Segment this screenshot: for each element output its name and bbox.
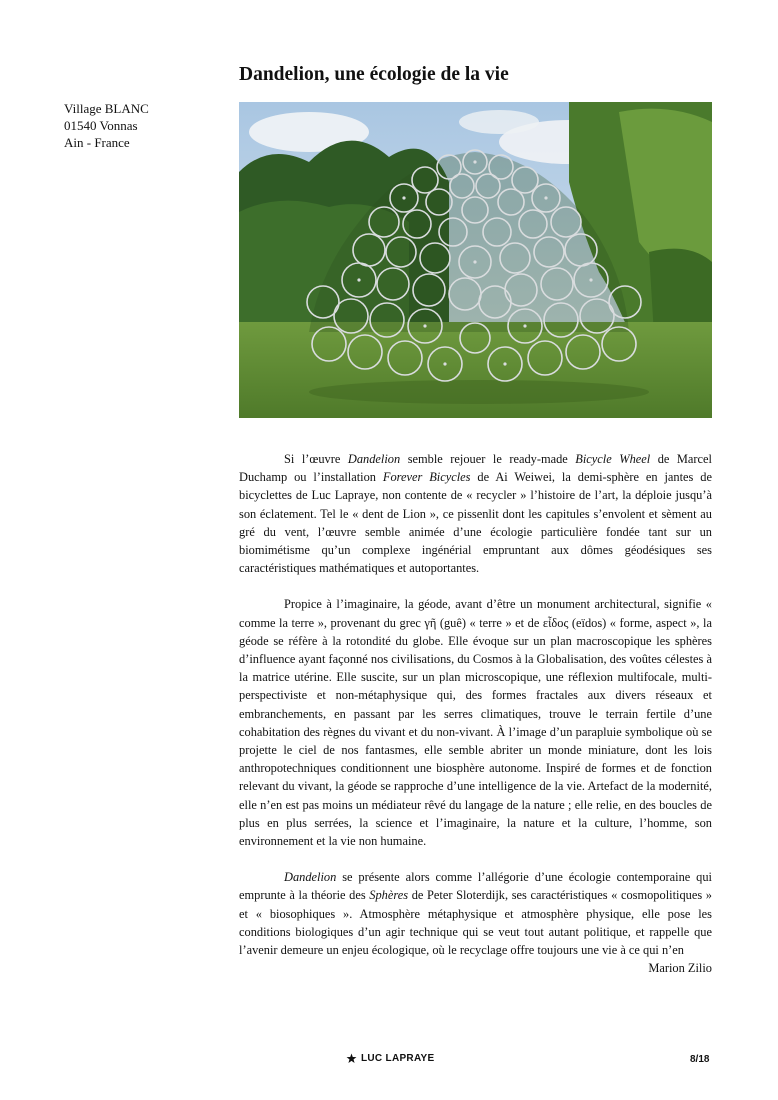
article-body xyxy=(239,450,712,959)
star-icon xyxy=(346,1053,357,1064)
artwork-photo xyxy=(239,102,712,418)
paragraph: Dandelion se présente alors comme l’allégorie d’une écologie contemporaine qui emprunte à la théorie des Sphères de Peter Sloterdijk, ses caractéristiques « cosmopolitiques » et « biosophiques ». Atmosphère métaphysique et atmosphère physique, elle pose les conditions biologiques d’un agir technique qui se veut tout autant politique, et rappelle que l’avenir demeure un enjeu écologique, où le recyclage offre toujours une vie à ce qui n’en xyxy=(239,870,712,958)
address-line: Ain - France xyxy=(64,135,130,150)
address-line: Village BLANC xyxy=(64,101,149,116)
address-block xyxy=(64,100,149,151)
paragraph: Si l’œuvre Dandelion semble rejouer le ready-made Bicycle Wheel de Marcel Duchamp ou l’installation Forever Bicycles de Ai Weiwei, la demi-sphère en jantes de bicyclettes de Luc Lapraye, non contente de « recycler » l’histoire de l’art, la déploie jusqu’à son éclatement. Tel le « dent de Lion », ce pissenlit dont les capitules s’envolent et sèment au gré du vent, l’œuvre semble animée d’une écologie particulière fondée tant sur un biomimétisme qu’un complexe ingénérial empruntant aux dômes géodésiques ses caractéristiques mathématiques et autoportantes. xyxy=(239,452,712,576)
brand-name: LUC LAPRAYE xyxy=(361,1053,435,1064)
author-signature: Marion Zilio xyxy=(648,961,712,975)
address-line: 01540 Vonnas xyxy=(64,118,138,133)
paragraph: Propice à l’imaginaire, la géode, avant d’être un monument architectural, signifie « comme la terre », provenant du grec γῆ (guê) « terre » et de εἶδος (eïdos) « forme, aspect », la géode se réfère à la rotondité du globe. Elle évoque sur un plan macroscopique les sphères d’influence ayant façonné nos civilisations, du Cosmos à la Globalisation, des voûtes célestes à la matrice utérine. Elle suscite, sur un plan microscopique, une réflexion multifocale, multi-perspectiviste et non-métaphysique qui, des formes fractales aux divers réseaux et embranchements, en passant par les serres climatiques, trouve le terrain fertile d’une cohabitation des règnes du vivant et du non-vivant. À l’image d’un parapluie symbolique où se projette le ciel de nos fantasmes, elle semble abriter un monde miniature, dont les lois anthropotechniques conditionnent une biosphère autonome. Inspiré de formes et de fonction relevant du vivant, la géode se rapproche d’une intelligence de la vie. Artefact de la modernité, elle n’en est pas moins un médiateur rêvé du langage de la nature ; elle relie, en des boucles de plus en plus serrées, la science et l’imaginaire, la nature et la culture, l’homme, son environnement et la vie non humaine. xyxy=(239,597,712,849)
footer-brand xyxy=(346,1053,435,1064)
page-number: 8/18 xyxy=(690,1054,710,1065)
page-title: Dandelion, une écologie de la vie xyxy=(239,64,509,85)
